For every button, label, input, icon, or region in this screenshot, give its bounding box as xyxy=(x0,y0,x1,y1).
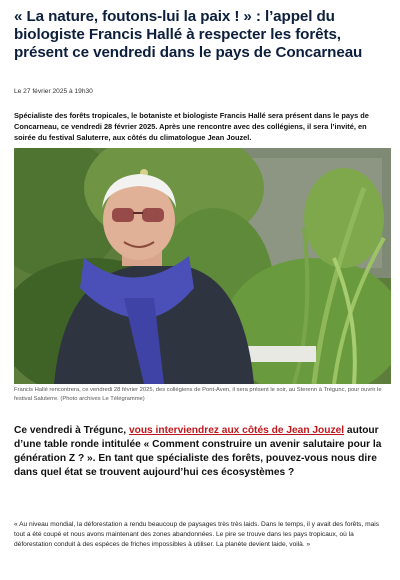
question-rest: autour d’une table ronde intitulée « Comment construire un avenir salutaire pour la génération Z ? ». En tant que spécialiste des forêts, pouvez-vous nous dire dans quel état se trouvent aujourd’hui ces écosystèmes ? xyxy=(14,425,382,478)
photo-illustration xyxy=(14,148,391,384)
photo-caption: Francis Hallé rencontrera, ce vendredi 28 février 2025, des collégiens de Pont-Aven, il sera présent le soir, au Sterenn à Trégunc, pour ouvrir le festival Saluterre. (Photo archives Le Télégramme) xyxy=(14,387,382,402)
article-headline: « La nature, foutons-lui la paix ! » : l’appel du biologiste Francis Hallé à respecter les forêts, présent ce vendredi dans le pays de Concarneau xyxy=(14,8,363,61)
publish-date: Le 27 février 2025 à 19h30 xyxy=(14,88,93,95)
jean-jouzel-link[interactable]: vous interviendrez aux côtés de Jean Jouzel xyxy=(128,425,345,436)
question-intro: Ce vendredi à Trégunc, xyxy=(14,425,129,436)
article-photo xyxy=(14,148,391,384)
article-lead: Spécialiste des forêts tropicales, le botaniste et biologiste Francis Hallé sera présent dans le pays de Concarneau, ce vendredi 28 février 2025. Après une rencontre avec des collégiens, il sera l’invité, en soirée du festival Saluterre, aux côtés du climatologue Jean Jouzel. xyxy=(14,111,369,142)
interview-answer: « Au niveau mondial, la déforestation a rendu beaucoup de paysages très très laids. Dans le temps, il y avait des forêts, mais tout a été coupé et nous avons maintenant des zones abandonnées. Le pire se trouve dans les pays tropicaux, où la déforestation conduit à des espèces de friches impossibles à utiliser. La planète devient laide, voilà. » xyxy=(14,521,380,548)
interview-question xyxy=(14,424,390,480)
